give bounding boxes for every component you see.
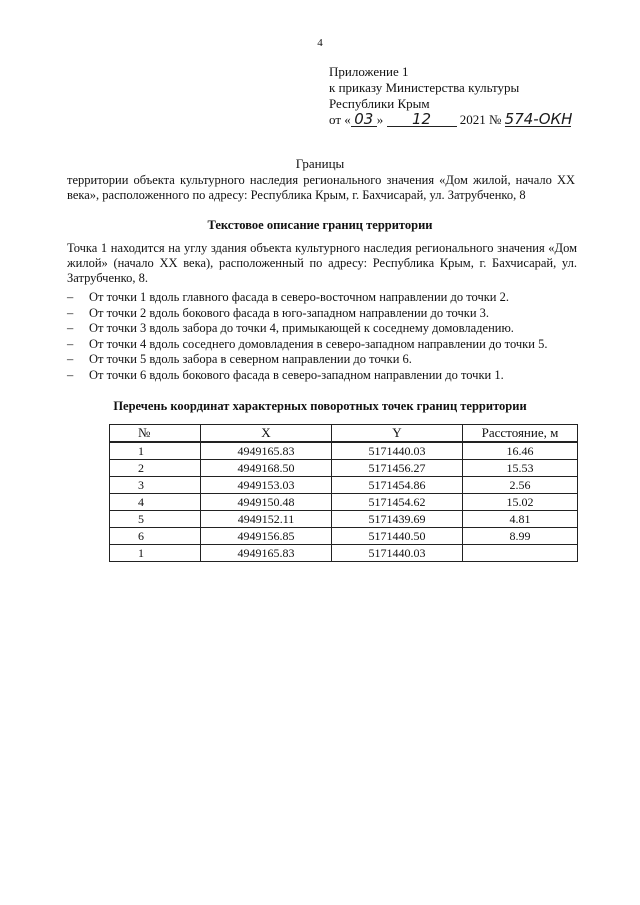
dash-marker: –: [67, 336, 74, 351]
point-number-cell: 1: [110, 545, 201, 562]
point-number-cell: 5: [110, 511, 201, 528]
list-item: [67, 337, 587, 353]
column-header-y: Y: [332, 425, 463, 443]
date-year: 2021 №: [459, 112, 502, 127]
distance-cell: 15.53: [463, 460, 578, 477]
y-cell: 5171454.62: [332, 494, 463, 511]
distance-cell: 2.56: [463, 477, 578, 494]
dash-marker: –: [67, 352, 74, 367]
annex-date-line: [329, 112, 571, 128]
table-row: [110, 494, 578, 511]
document-subtitle: территории объекта культурного наследия регионального значения «Дом жилой, начало XX века», расположенного по адресу: Республика Крым, г. Бахчисарай, ул. Затрубченко, 8: [67, 173, 575, 202]
date-day: 03: [351, 112, 377, 127]
table-row: [110, 442, 578, 460]
list-item: [67, 306, 587, 322]
column-header-distance: Расстояние, м: [463, 425, 578, 443]
page-number: 4: [317, 37, 323, 49]
coordinates-table: [109, 424, 578, 562]
y-cell: 5171454.86: [332, 477, 463, 494]
table-row: [110, 460, 578, 477]
coordinates-heading: Перечень координат характерных поворотных точек границ территории: [113, 399, 527, 413]
date-month: 12: [387, 112, 457, 127]
column-header-x: X: [201, 425, 332, 443]
document-title: Границы: [295, 156, 345, 171]
list-item: [67, 352, 587, 368]
distance-cell: 4.81: [463, 511, 578, 528]
list-item-text: От точки 6 вдоль бокового фасада в северо-западном направлении до точки 1.: [89, 367, 504, 382]
list-item-text: От точки 5 вдоль забора в северном направлении до точки 6.: [89, 352, 412, 367]
x-cell: 4949168.50: [201, 460, 332, 477]
table-row: [110, 477, 578, 494]
y-cell: 5171439.69: [332, 511, 463, 528]
x-cell: 4949152.11: [201, 511, 332, 528]
dash-marker: –: [67, 290, 74, 304]
y-cell: 5171440.03: [332, 545, 463, 562]
table-row: [110, 528, 578, 545]
date-quote: »: [376, 112, 384, 127]
x-cell: 4949165.83: [201, 545, 332, 562]
list-item-text: От точки 3 вдоль забора до точки 4, примыкающей к соседнему домовладению.: [89, 321, 514, 336]
dash-marker: –: [67, 367, 74, 382]
distance-cell: 16.46: [463, 442, 578, 460]
annex-block: [329, 64, 571, 128]
dash-marker: –: [67, 321, 74, 336]
dash-marker: –: [67, 305, 74, 320]
y-cell: 5171456.27: [332, 460, 463, 477]
distance-cell: 15.02: [463, 494, 578, 511]
point-number-cell: 2: [110, 460, 201, 477]
text-description-intro: Точка 1 находится на углу здания объекта культурного наследия регионального значения «Дом жилой» (начало XX века), расположенный по адресу: Республика Крым, г. Бахчисарай, ул. Затрубченко, 8.: [67, 241, 577, 285]
annex-line-1: Приложение 1: [329, 64, 409, 79]
order-number: 574-ОКН: [504, 110, 573, 128]
distance-cell: [463, 545, 578, 562]
point-number-cell: 6: [110, 528, 201, 545]
column-header-number: №: [110, 425, 201, 443]
x-cell: 4949156.85: [201, 528, 332, 545]
list-item: [67, 290, 587, 306]
y-cell: 5171440.03: [332, 442, 463, 460]
distance-cell: 8.99: [463, 528, 578, 545]
table-header-row: [110, 425, 578, 443]
x-cell: 4949165.83: [201, 442, 332, 460]
table-row: [110, 545, 578, 562]
list-item: [67, 368, 587, 384]
annex-line-3: Республики Крым: [329, 96, 430, 111]
annex-line-2: к приказу Министерства культуры: [329, 80, 520, 95]
point-number-cell: 1: [110, 442, 201, 460]
date-prefix: от «: [329, 112, 351, 127]
table-row: [110, 511, 578, 528]
list-item-text: От точки 1 вдоль главного фасада в северо-восточном направлении до точки 2.: [89, 290, 510, 304]
x-cell: 4949153.03: [201, 477, 332, 494]
text-description-heading: Текстовое описание границ территории: [207, 218, 433, 232]
boundary-steps-list: [67, 290, 587, 384]
y-cell: 5171440.50: [332, 528, 463, 545]
point-number-cell: 4: [110, 494, 201, 511]
point-number-cell: 3: [110, 477, 201, 494]
x-cell: 4949150.48: [201, 494, 332, 511]
list-item-text: От точки 2 вдоль бокового фасада в юго-западном направлении до точки 3.: [89, 305, 490, 320]
list-item: [67, 321, 587, 337]
list-item-text: От точки 4 вдоль соседнего домовладения в северо-западном направлении до точки 5.: [89, 336, 548, 351]
